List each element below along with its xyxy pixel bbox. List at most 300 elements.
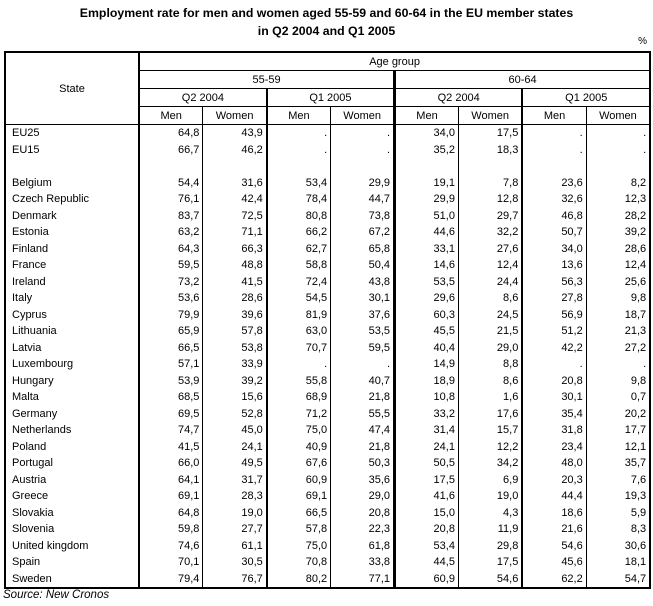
value-55-59-q1-2005-women: 43,8	[331, 274, 395, 291]
value-60-64-q2-2004-men: 19,1	[395, 175, 459, 192]
value-60-64-q1-2005-men: 13,6	[522, 257, 586, 274]
value-55-59-q2-2004-women: 42,4	[203, 191, 267, 208]
value-60-64-q1-2005-men: .	[522, 125, 586, 142]
value-55-59-q1-2005-women: 77,1	[331, 571, 395, 589]
value-60-64-q2-2004-women: 29,7	[458, 208, 522, 225]
sex-header-women-3: Women	[458, 107, 522, 125]
value-60-64-q2-2004-men	[395, 158, 459, 175]
value-60-64-q2-2004-women: 34,2	[458, 455, 522, 472]
state-name: Cyprus	[12, 308, 47, 321]
value-55-59-q2-2004-men: 69,5	[139, 406, 203, 423]
value-60-64-q1-2005-women: 8,3	[586, 521, 650, 538]
value-55-59-q1-2005-men: 40,9	[267, 439, 331, 456]
value-55-59-q1-2005-men: 66,2	[267, 224, 331, 241]
value-55-59-q2-2004-women: 43,9	[203, 125, 267, 142]
value-60-64-q1-2005-men: 45,6	[522, 554, 586, 571]
table-row	[5, 125, 650, 142]
value-60-64-q2-2004-women	[458, 158, 522, 175]
value-55-59-q2-2004-men: 74,6	[139, 538, 203, 555]
value-60-64-q2-2004-men: 44,6	[395, 224, 459, 241]
table-row	[5, 554, 650, 571]
table-row	[5, 455, 650, 472]
value-60-64-q1-2005-women: 21,3	[586, 323, 650, 340]
value-60-64-q1-2005-women: 0,7	[586, 389, 650, 406]
value-55-59-q2-2004-women: 28,3	[203, 488, 267, 505]
value-55-59-q2-2004-women: 15,6	[203, 389, 267, 406]
quarter-header-60-64-q1-2005: Q1 2005	[522, 89, 650, 107]
value-60-64-q2-2004-men: 60,3	[395, 307, 459, 324]
value-60-64-q2-2004-men: 31,4	[395, 422, 459, 439]
value-60-64-q1-2005-women: .	[586, 356, 650, 373]
value-55-59-q2-2004-women: 28,6	[203, 290, 267, 307]
value-60-64-q1-2005-men: 20,8	[522, 373, 586, 390]
value-55-59-q1-2005-men: 70,8	[267, 554, 331, 571]
value-60-64-q2-2004-women: 24,5	[458, 307, 522, 324]
value-55-59-q2-2004-women: 72,5	[203, 208, 267, 225]
value-60-64-q2-2004-men: 44,5	[395, 554, 459, 571]
value-60-64-q1-2005-women: 39,2	[586, 224, 650, 241]
value-60-64-q1-2005-men: 20,3	[522, 472, 586, 489]
value-60-64-q2-2004-women: 12,2	[458, 439, 522, 456]
value-60-64-q2-2004-men: 17,5	[395, 472, 459, 489]
table-body	[5, 125, 650, 589]
value-60-64-q2-2004-women: 7,8	[458, 175, 522, 192]
value-60-64-q2-2004-men: 34,0	[395, 125, 459, 142]
value-55-59-q1-2005-women: 55,5	[331, 406, 395, 423]
value-60-64-q1-2005-men: 50,7	[522, 224, 586, 241]
value-55-59-q1-2005-women: .	[331, 356, 395, 373]
state-name: Ireland	[12, 275, 46, 288]
value-55-59-q2-2004-men: 70,1	[139, 554, 203, 571]
value-55-59-q1-2005-men: .	[267, 356, 331, 373]
table-row	[5, 439, 650, 456]
quarter-header-55-59-q2-2004: Q2 2004	[139, 89, 267, 107]
value-60-64-q1-2005-women: 20,2	[586, 406, 650, 423]
value-60-64-q2-2004-women: 8,8	[458, 356, 522, 373]
value-55-59-q2-2004-women: 53,8	[203, 340, 267, 357]
value-55-59-q1-2005-men: 54,5	[267, 290, 331, 307]
value-60-64-q2-2004-women: 29,8	[458, 538, 522, 555]
sex-header-men-4: Men	[522, 107, 586, 125]
value-60-64-q1-2005-women: .	[586, 142, 650, 159]
value-55-59-q1-2005-women: 53,5	[331, 323, 395, 340]
value-55-59-q2-2004-women: 19,0	[203, 505, 267, 522]
value-55-59-q1-2005-women: 21,8	[331, 439, 395, 456]
value-55-59-q2-2004-men: 73,2	[139, 274, 203, 291]
value-55-59-q1-2005-women: 29,0	[331, 488, 395, 505]
state-name: Austria	[12, 473, 47, 486]
value-60-64-q2-2004-men: 40,4	[395, 340, 459, 357]
value-60-64-q2-2004-women: 17,6	[458, 406, 522, 423]
value-55-59-q1-2005-women: 30,1	[331, 290, 395, 307]
table-row	[5, 389, 650, 406]
value-55-59-q1-2005-men: 80,8	[267, 208, 331, 225]
table-header	[5, 52, 650, 125]
state-name: Sweden	[12, 572, 52, 585]
value-55-59-q2-2004-men: 76,1	[139, 191, 203, 208]
state-name: Finland	[12, 242, 49, 255]
state-name	[5, 158, 139, 175]
value-60-64-q1-2005-men: 30,1	[522, 389, 586, 406]
value-60-64-q1-2005-men: 31,8	[522, 422, 586, 439]
value-55-59-q1-2005-men: 75,0	[267, 422, 331, 439]
value-55-59-q2-2004-women: 61,1	[203, 538, 267, 555]
value-55-59-q1-2005-men: 60,9	[267, 472, 331, 489]
state-name: Greece	[12, 490, 49, 502]
value-55-59-q2-2004-men: 66,5	[139, 340, 203, 357]
value-55-59-q1-2005-men: 69,1	[267, 488, 331, 505]
value-55-59-q2-2004-women: 33,9	[203, 356, 267, 373]
sex-header-women-4: Women	[586, 107, 650, 125]
value-55-59-q2-2004-women: 49,5	[203, 455, 267, 472]
value-55-59-q1-2005-men: 75,0	[267, 538, 331, 555]
value-60-64-q2-2004-women: 17,5	[458, 125, 522, 142]
state-name: Belgium	[12, 176, 52, 189]
state-name: Lithuania	[12, 325, 57, 337]
value-60-64-q1-2005-women	[586, 158, 650, 175]
state-name: Slovenia	[12, 523, 55, 535]
value-55-59-q2-2004-women: 46,2	[203, 142, 267, 159]
value-60-64-q1-2005-men: 56,3	[522, 274, 586, 291]
value-60-64-q1-2005-women: 17,7	[586, 422, 650, 439]
table-row	[5, 571, 650, 589]
value-55-59-q1-2005-men: 63,0	[267, 323, 331, 340]
value-60-64-q2-2004-men: 14,6	[395, 257, 459, 274]
value-60-64-q1-2005-men: .	[522, 142, 586, 159]
value-60-64-q2-2004-women: 12,8	[458, 191, 522, 208]
value-60-64-q1-2005-women: 9,8	[586, 373, 650, 390]
value-55-59-q2-2004-men: 63,2	[139, 224, 203, 241]
table-row	[5, 356, 650, 373]
value-60-64-q1-2005-men: 23,6	[522, 175, 586, 192]
value-55-59-q1-2005-women: 33,8	[331, 554, 395, 571]
value-60-64-q2-2004-women: 27,6	[458, 241, 522, 258]
table-row	[5, 158, 650, 175]
value-55-59-q2-2004-men: 65,9	[139, 323, 203, 340]
value-60-64-q2-2004-men: 18,9	[395, 373, 459, 390]
value-60-64-q1-2005-women: 35,7	[586, 455, 650, 472]
value-60-64-q1-2005-men: .	[522, 356, 586, 373]
table-row	[5, 191, 650, 208]
value-55-59-q2-2004-women: 48,8	[203, 257, 267, 274]
value-60-64-q1-2005-men: 42,2	[522, 340, 586, 357]
sex-header-men-1: Men	[139, 107, 203, 125]
value-55-59-q2-2004-women: 71,1	[203, 224, 267, 241]
value-55-59-q2-2004-women: 66,3	[203, 241, 267, 258]
sex-header-women-1: Women	[203, 107, 267, 125]
state-column-header: State	[5, 52, 139, 125]
value-60-64-q2-2004-men: 20,8	[395, 521, 459, 538]
value-55-59-q1-2005-women: 21,8	[331, 389, 395, 406]
value-55-59-q2-2004-women	[203, 158, 267, 175]
employment-rate-table	[4, 51, 651, 589]
value-55-59-q1-2005-women: 47,4	[331, 422, 395, 439]
value-55-59-q1-2005-men: 62,7	[267, 241, 331, 258]
value-60-64-q1-2005-men: 56,9	[522, 307, 586, 324]
value-60-64-q2-2004-women: 29,0	[458, 340, 522, 357]
value-55-59-q1-2005-men: 71,2	[267, 406, 331, 423]
value-55-59-q1-2005-men: 68,9	[267, 389, 331, 406]
value-60-64-q1-2005-women: 28,2	[586, 208, 650, 225]
value-60-64-q2-2004-men: 60,9	[395, 571, 459, 589]
value-55-59-q2-2004-men: 54,4	[139, 175, 203, 192]
value-60-64-q1-2005-women: 28,6	[586, 241, 650, 258]
value-60-64-q2-2004-men: 10,8	[395, 389, 459, 406]
value-55-59-q2-2004-women: 76,7	[203, 571, 267, 589]
value-55-59-q2-2004-women: 24,1	[203, 439, 267, 456]
table-row	[5, 307, 650, 324]
value-55-59-q1-2005-women: 37,6	[331, 307, 395, 324]
source-note: Source: New Cronos	[3, 589, 110, 601]
value-60-64-q1-2005-men: 51,2	[522, 323, 586, 340]
value-60-64-q1-2005-women: 8,2	[586, 175, 650, 192]
value-60-64-q2-2004-men: 33,1	[395, 241, 459, 258]
value-55-59-q1-2005-women: 50,3	[331, 455, 395, 472]
table-row	[5, 323, 650, 340]
value-55-59-q2-2004-men: 64,1	[139, 472, 203, 489]
value-60-64-q2-2004-women: 12,4	[458, 257, 522, 274]
value-55-59-q2-2004-women: 30,5	[203, 554, 267, 571]
value-60-64-q1-2005-men: 48,0	[522, 455, 586, 472]
value-60-64-q1-2005-women: 30,6	[586, 538, 650, 555]
state-name: United kingdom	[12, 539, 89, 552]
value-60-64-q1-2005-women: 5,9	[586, 505, 650, 522]
sex-header-women-2: Women	[331, 107, 395, 125]
value-55-59-q1-2005-women: 22,3	[331, 521, 395, 538]
table-row	[5, 340, 650, 357]
table-row	[5, 373, 650, 390]
value-55-59-q1-2005-women: 35,6	[331, 472, 395, 489]
value-60-64-q1-2005-women: 25,6	[586, 274, 650, 291]
value-55-59-q2-2004-men: 53,6	[139, 290, 203, 307]
value-60-64-q2-2004-women: 4,3	[458, 505, 522, 522]
table-row	[5, 208, 650, 225]
value-55-59-q2-2004-men: 59,8	[139, 521, 203, 538]
value-60-64-q2-2004-men: 33,2	[395, 406, 459, 423]
value-55-59-q1-2005-men: 78,4	[267, 191, 331, 208]
age-55-59-header: 55-59	[139, 71, 395, 89]
value-60-64-q1-2005-men: 21,6	[522, 521, 586, 538]
value-55-59-q2-2004-men	[139, 158, 203, 175]
table-row	[5, 274, 650, 291]
table-row	[5, 505, 650, 522]
value-60-64-q1-2005-women: 7,6	[586, 472, 650, 489]
value-55-59-q2-2004-women: 27,7	[203, 521, 267, 538]
value-55-59-q2-2004-men: 69,1	[139, 488, 203, 505]
value-55-59-q1-2005-men: .	[267, 125, 331, 142]
quarter-header-60-64-q2-2004: Q2 2004	[395, 89, 523, 107]
value-55-59-q1-2005-men: 80,2	[267, 571, 331, 589]
value-60-64-q1-2005-women: 18,1	[586, 554, 650, 571]
value-55-59-q1-2005-women: 50,4	[331, 257, 395, 274]
value-55-59-q1-2005-men: 58,8	[267, 257, 331, 274]
state-name: France	[12, 259, 47, 271]
value-55-59-q2-2004-women: 39,6	[203, 307, 267, 324]
value-55-59-q1-2005-men: .	[267, 142, 331, 159]
value-60-64-q2-2004-men: 45,5	[395, 323, 459, 340]
value-55-59-q1-2005-women: 61,8	[331, 538, 395, 555]
value-55-59-q1-2005-men: 81,9	[267, 307, 331, 324]
value-55-59-q2-2004-women: 31,6	[203, 175, 267, 192]
value-60-64-q1-2005-men: 46,8	[522, 208, 586, 225]
value-55-59-q2-2004-men: 59,5	[139, 257, 203, 274]
value-60-64-q2-2004-men: 35,2	[395, 142, 459, 159]
value-60-64-q2-2004-women: 8,6	[458, 373, 522, 390]
value-55-59-q1-2005-women: .	[331, 142, 395, 159]
value-60-64-q1-2005-women: 12,1	[586, 439, 650, 456]
value-55-59-q1-2005-men: 57,8	[267, 521, 331, 538]
value-55-59-q1-2005-women: 65,8	[331, 241, 395, 258]
value-55-59-q2-2004-men: 66,7	[139, 142, 203, 159]
value-60-64-q2-2004-men: 15,0	[395, 505, 459, 522]
table-row	[5, 224, 650, 241]
value-55-59-q1-2005-women	[331, 158, 395, 175]
state-name: Czech Republic	[12, 193, 90, 205]
sex-header-men-3: Men	[395, 107, 459, 125]
value-60-64-q1-2005-men: 54,6	[522, 538, 586, 555]
value-55-59-q2-2004-men: 68,5	[139, 389, 203, 406]
value-60-64-q2-2004-women: 6,9	[458, 472, 522, 489]
value-55-59-q1-2005-men: 70,7	[267, 340, 331, 357]
value-55-59-q1-2005-women: 40,7	[331, 373, 395, 390]
value-55-59-q2-2004-women: 45,0	[203, 422, 267, 439]
value-55-59-q2-2004-men: 66,0	[139, 455, 203, 472]
value-60-64-q2-2004-women: 19,0	[458, 488, 522, 505]
value-60-64-q1-2005-men: 32,6	[522, 191, 586, 208]
value-55-59-q2-2004-men: 57,1	[139, 356, 203, 373]
value-55-59-q2-2004-women: 52,8	[203, 406, 267, 423]
quarter-header-55-59-q1-2005: Q1 2005	[267, 89, 395, 107]
value-60-64-q1-2005-men: 44,4	[522, 488, 586, 505]
state-name: Portugal	[12, 457, 53, 469]
table-row	[5, 290, 650, 307]
value-60-64-q2-2004-women: 15,7	[458, 422, 522, 439]
table-row	[5, 488, 650, 505]
value-60-64-q1-2005-women: 19,3	[586, 488, 650, 505]
value-55-59-q2-2004-men: 79,4	[139, 571, 203, 589]
value-55-59-q2-2004-men: 41,5	[139, 439, 203, 456]
value-55-59-q1-2005-women: 44,7	[331, 191, 395, 208]
value-55-59-q1-2005-women: 29,9	[331, 175, 395, 192]
table-row	[5, 538, 650, 555]
value-60-64-q1-2005-women: 9,8	[586, 290, 650, 307]
value-55-59-q1-2005-men	[267, 158, 331, 175]
value-55-59-q1-2005-women: 67,2	[331, 224, 395, 241]
value-55-59-q1-2005-women: 59,5	[331, 340, 395, 357]
state-name: Spain	[12, 556, 41, 568]
state-name: Malta	[12, 391, 39, 403]
value-55-59-q1-2005-men: 67,6	[267, 455, 331, 472]
value-55-59-q2-2004-men: 64,8	[139, 505, 203, 522]
state-name: Luxembourg	[12, 358, 74, 370]
table-row	[5, 422, 650, 439]
value-60-64-q2-2004-women: 24,4	[458, 274, 522, 291]
value-60-64-q2-2004-women: 18,3	[458, 142, 522, 159]
value-60-64-q2-2004-women: 21,5	[458, 323, 522, 340]
value-60-64-q1-2005-men	[522, 158, 586, 175]
value-55-59-q2-2004-women: 57,8	[203, 323, 267, 340]
state-name: Italy	[12, 292, 33, 304]
value-60-64-q2-2004-women: 54,6	[458, 571, 522, 589]
value-55-59-q1-2005-men: 55,8	[267, 373, 331, 390]
state-name: EU15	[12, 143, 40, 156]
value-55-59-q2-2004-men: 64,8	[139, 125, 203, 142]
unit-label: %	[638, 36, 647, 47]
value-60-64-q1-2005-men: 23,4	[522, 439, 586, 456]
value-55-59-q2-2004-men: 53,9	[139, 373, 203, 390]
value-55-59-q1-2005-women: 73,8	[331, 208, 395, 225]
state-name: Hungary	[12, 374, 54, 387]
value-60-64-q2-2004-women: 17,5	[458, 554, 522, 571]
table-row	[5, 142, 650, 159]
sex-header-men-2: Men	[267, 107, 331, 125]
state-name: Poland	[12, 440, 47, 453]
value-60-64-q1-2005-women: 18,7	[586, 307, 650, 324]
value-55-59-q2-2004-women: 39,2	[203, 373, 267, 390]
value-60-64-q2-2004-men: 53,4	[395, 538, 459, 555]
value-60-64-q2-2004-men: 41,6	[395, 488, 459, 505]
value-60-64-q2-2004-men: 24,1	[395, 439, 459, 456]
state-name: Slovakia	[12, 506, 54, 519]
value-55-59-q1-2005-women: 20,8	[331, 505, 395, 522]
page-title	[0, 4, 653, 40]
value-60-64-q1-2005-men: 18,6	[522, 505, 586, 522]
value-60-64-q1-2005-women: 12,3	[586, 191, 650, 208]
table-row	[5, 175, 650, 192]
state-name: Netherlands	[12, 424, 72, 436]
table-row	[5, 521, 650, 538]
age-group-header: Age group	[139, 52, 650, 71]
value-55-59-q2-2004-women: 31,7	[203, 472, 267, 489]
value-60-64-q2-2004-men: 51,0	[395, 208, 459, 225]
value-60-64-q1-2005-women: 27,2	[586, 340, 650, 357]
state-name: EU25	[12, 127, 40, 139]
value-60-64-q1-2005-women: 54,7	[586, 571, 650, 589]
value-60-64-q2-2004-women: 8,6	[458, 290, 522, 307]
value-55-59-q2-2004-men: 64,3	[139, 241, 203, 258]
value-55-59-q2-2004-men: 74,7	[139, 422, 203, 439]
value-60-64-q2-2004-women: 1,6	[458, 389, 522, 406]
value-55-59-q2-2004-men: 83,7	[139, 208, 203, 225]
value-60-64-q2-2004-men: 50,5	[395, 455, 459, 472]
table-row	[5, 406, 650, 423]
value-60-64-q1-2005-women: 12,4	[586, 257, 650, 274]
age-60-64-header: 60-64	[395, 71, 651, 89]
value-55-59-q2-2004-men: 79,9	[139, 307, 203, 324]
value-60-64-q1-2005-women: .	[586, 125, 650, 142]
value-60-64-q1-2005-men: 27,8	[522, 290, 586, 307]
value-55-59-q1-2005-men: 66,5	[267, 505, 331, 522]
value-60-64-q2-2004-women: 11,9	[458, 521, 522, 538]
table-row	[5, 241, 650, 258]
state-name: Denmark	[12, 209, 57, 222]
state-name: Estonia	[12, 226, 49, 238]
table-row	[5, 472, 650, 489]
value-60-64-q2-2004-men: 14,9	[395, 356, 459, 373]
title-line-2: in Q2 2004 and Q1 2005	[257, 24, 396, 38]
value-60-64-q1-2005-men: 62,2	[522, 571, 586, 589]
state-name: Germany	[12, 407, 58, 420]
table-row	[5, 257, 650, 274]
value-60-64-q2-2004-men: 53,5	[395, 274, 459, 291]
value-55-59-q1-2005-men: 72,4	[267, 274, 331, 291]
value-60-64-q2-2004-men: 29,9	[395, 191, 459, 208]
value-60-64-q2-2004-women: 32,2	[458, 224, 522, 241]
state-name: Latvia	[12, 341, 42, 354]
value-60-64-q1-2005-men: 35,4	[522, 406, 586, 423]
value-55-59-q1-2005-men: 53,4	[267, 175, 331, 192]
value-60-64-q1-2005-men: 34,0	[522, 241, 586, 258]
